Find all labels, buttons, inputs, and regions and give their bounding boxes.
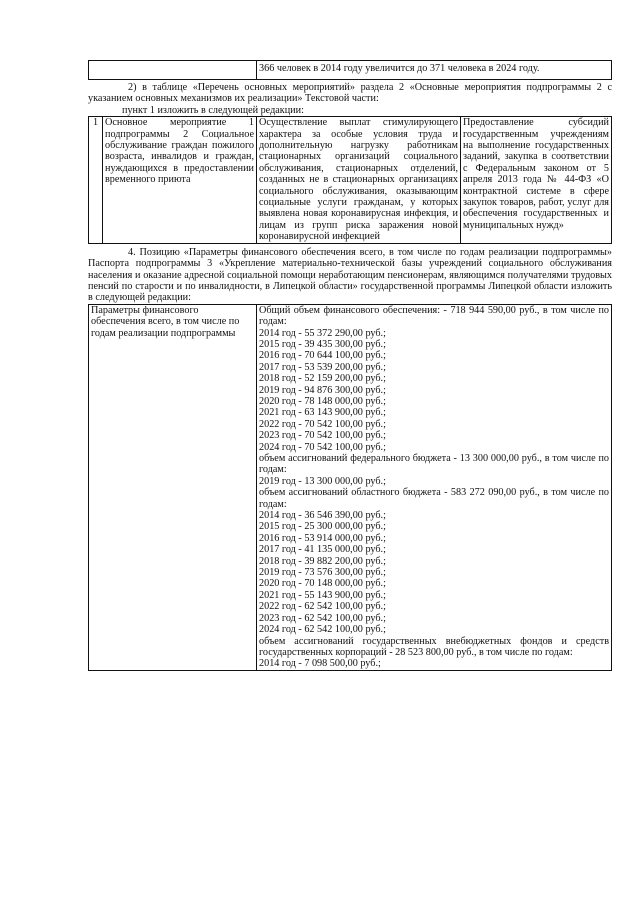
year-amount-line: 2016 год - 53 914 000,00 руб.; [259,532,386,544]
table-row [89,61,612,80]
table-row [89,304,612,670]
year-amount-line: 2017 год - 41 135 000,00 руб.; [259,544,386,556]
finance-regional-years [259,510,609,635]
year-amount-line: 2024 год - 62 542 100,00 руб.; [259,624,386,636]
year-amount-line: 2020 год - 78 148 000,00 руб.; [259,395,386,407]
year-amount-line: 2019 год - 94 876 300,00 руб.; [259,384,386,396]
finance-federal-years [259,476,609,487]
year-amount-line: 2019 год - 73 576 300,00 руб.; [259,567,386,579]
finance-regional: объем ассигнований областного бюджета - 583 272 090,00 руб., в том числе по годам: [259,487,609,510]
table-top [88,60,612,80]
paragraph-2-item: пункт 1 изложить в следующей редакции: [122,104,304,116]
measure-description: Осуществление выплат стимулирующего характера за особые условия труда и дополнительную нагрузку работникам стационарных организаций социального обслуживания, стационарных отделений, созданных не в стационарных организациях социального обслуживания, оказывающим социальные услуги гражданам, у которых выявлена новая коронавирусная инфекция, и лицам из групп риска заражения новой коронавирусной инфекцией [257,117,461,243]
year-amount-line: 2014 год - 36 546 390,00 руб.; [259,510,386,522]
measure-mechanism: Предоставление субсидий государственным учреждениям на выполнение государственных заданий, закупка в соответствии с Федеральным законом от 5 апреля 2013 года № 44-ФЗ «О контрактной системе в сфере закупок товаров, работ, услуг для обеспечения государственных и муниципальных нужд» [461,117,612,243]
table-cell-empty [89,61,257,80]
year-amount-line: 2015 год - 39 435 300,00 руб.; [259,338,386,350]
table-finance [88,304,612,671]
table-row [89,117,612,243]
year-amount-line: 2021 год - 55 143 900,00 руб.; [259,589,386,601]
finance-values [257,304,612,670]
finance-total-years [259,328,609,453]
measure-name: Основное мероприятие 1 подпрограммы 2 Социальное обслуживание граждан пожилого возраста, инвалидов и граждан, нуждающихся в предоставлении временного приюта [103,117,257,243]
year-amount-line: 2024 год - 70 542 100,00 руб.; [259,441,386,453]
document-page [88,60,612,671]
year-amount-line: 2021 год - 63 143 900,00 руб.; [259,407,386,419]
year-amount-line: 2019 год - 13 300 000,00 руб.; [259,475,386,487]
year-amount-line: 2023 год - 62 542 100,00 руб.; [259,612,386,624]
year-amount-line: 2016 год - 70 644 100,00 руб.; [259,350,386,362]
year-amount-line: 2014 год - 7 098 500,00 руб.; [259,658,381,670]
year-amount-line: 2020 год - 70 148 000,00 руб.; [259,578,386,590]
table-cell: 366 человек в 2014 году увеличится до 371 человека в 2024 году. [257,61,612,80]
finance-federal: объем ассигнований федерального бюджета - 13 300 000,00 руб., в том числе по годам: [259,453,609,476]
year-amount-line: 2018 год - 52 159 200,00 руб.; [259,373,386,385]
year-amount-line: 2017 год - 53 539 200,00 руб.; [259,361,386,373]
year-amount-line: 2022 год - 70 542 100,00 руб.; [259,418,386,430]
table-measures [88,116,612,243]
finance-extrabudget: объем ассигнований государственных внебюджетных фондов и средств государственных корпораций - 28 523 800,00 руб., в том числе по годам: [259,635,609,658]
paragraph-2: 2) в таблице «Перечень основных мероприятий» раздела 2 «Основные мероприятия подпрограммы 2 с указанием основных механизмов их реализации» Текстовой части: [88,82,612,105]
finance-extrabudget-years [259,658,609,669]
finance-label: Параметры финансового обеспечения всего, в том числе по годам реализации подпрограммы [89,304,257,670]
year-amount-line: 2023 год - 70 542 100,00 руб.; [259,430,386,442]
year-amount-line: 2015 год - 25 300 000,00 руб.; [259,521,386,533]
paragraph-4: 4. Позицию «Параметры финансового обеспечения всего, в том числе по годам реализации подпрограммы» Паспорта подпрограммы 3 «Укрепление материально-технической базы учреждений социального обслуживания населения и оказание адресной социальной помощи неработающим пенсионерам, являющимся получателями трудовых пенсий по старости и по инвалидности, в Липецкой области» государственной программы Липецкой области изложить в следующей редакции: [88,246,612,304]
finance-total: Общий объем финансового обеспечения: - 718 944 590,00 руб., в том числе по годам: [259,304,609,328]
row-number: 1 [89,117,103,243]
year-amount-line: 2014 год - 55 372 290,00 руб.; [259,327,386,339]
year-amount-line: 2018 год - 39 882 200,00 руб.; [259,555,386,567]
year-amount-line: 2022 год - 62 542 100,00 руб.; [259,601,386,613]
